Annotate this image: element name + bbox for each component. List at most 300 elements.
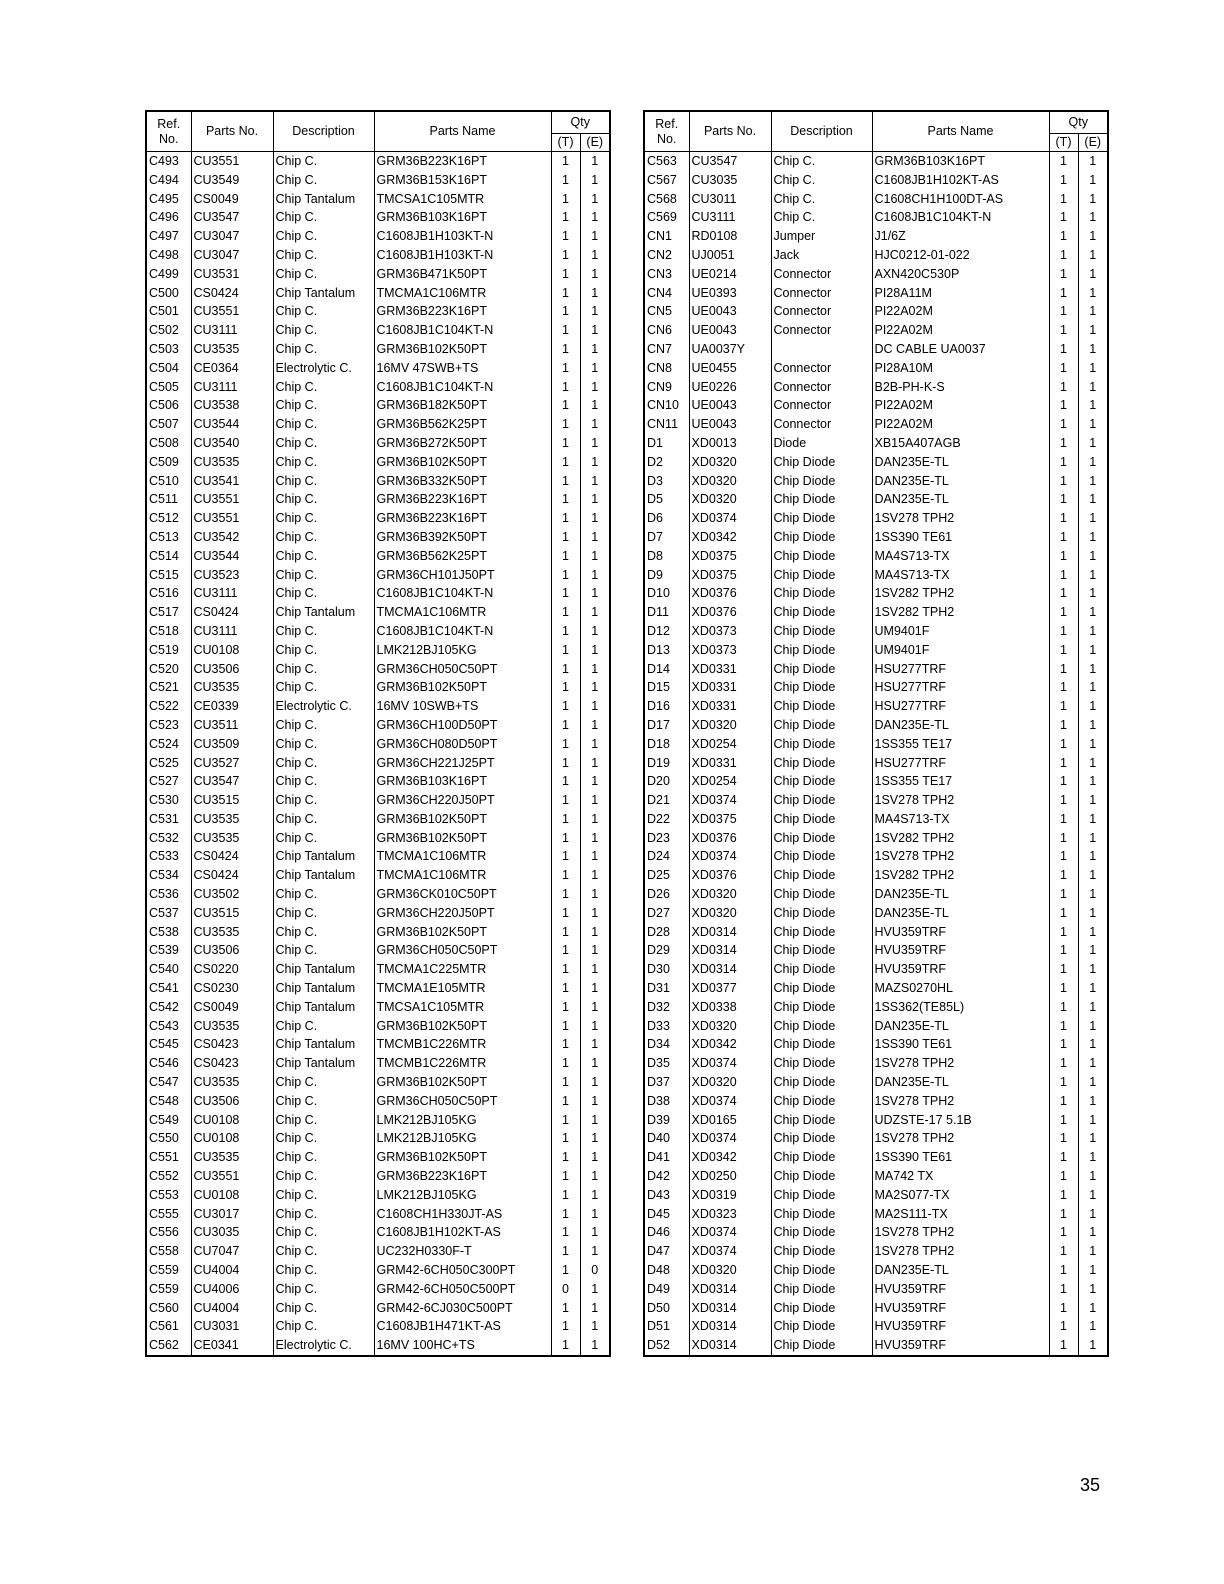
- parts-no-cell: XD0254: [689, 772, 771, 791]
- table-row: [146, 810, 610, 829]
- qty-t-cell: 1: [1049, 847, 1078, 866]
- ref-no-cell: C512: [146, 509, 191, 528]
- qty-t-cell: 1: [1049, 810, 1078, 829]
- ref-no-cell: D15: [644, 678, 689, 697]
- parts-name-cell: GRM36B102K50PT: [374, 810, 551, 829]
- parts-no-cell: XD0377: [689, 979, 771, 998]
- table-row: [644, 847, 1108, 866]
- ref-no-cell: C546: [146, 1054, 191, 1073]
- parts-no-cell: CU3547: [689, 152, 771, 171]
- description-cell: Chip C.: [273, 171, 374, 190]
- parts-name-cell: 1SV278 TPH2: [872, 509, 1049, 528]
- qty-t-cell: 1: [551, 1317, 580, 1336]
- ref-no-cell: D48: [644, 1261, 689, 1280]
- ref-no-cell: C549: [146, 1111, 191, 1130]
- description-cell: Chip Diode: [771, 1205, 872, 1224]
- description-cell: Chip Diode: [771, 528, 872, 547]
- table-row: [644, 566, 1108, 585]
- description-cell: Chip Diode: [771, 1017, 872, 1036]
- qty-e-cell: 1: [1078, 641, 1108, 660]
- ref-no-cell: CN8: [644, 359, 689, 378]
- table-row: [146, 904, 610, 923]
- qty-e-cell: 1: [1078, 1261, 1108, 1280]
- header-qty-e: (E): [580, 134, 610, 152]
- parts-no-cell: XD0342: [689, 1035, 771, 1054]
- qty-t-cell: 1: [1049, 1280, 1078, 1299]
- table-row: [644, 190, 1108, 209]
- qty-e-cell: 1: [580, 1129, 610, 1148]
- qty-t-cell: 1: [551, 1054, 580, 1073]
- parts-no-cell: UJ0051: [689, 246, 771, 265]
- qty-t-cell: 1: [1049, 1299, 1078, 1318]
- parts-no-cell: CU3111: [191, 584, 273, 603]
- table-row: [644, 1111, 1108, 1130]
- qty-t-cell: 1: [1049, 190, 1078, 209]
- description-cell: Chip Diode: [771, 735, 872, 754]
- qty-e-cell: 1: [1078, 1223, 1108, 1242]
- parts-no-cell: CU3506: [191, 941, 273, 960]
- qty-e-cell: 1: [580, 866, 610, 885]
- qty-e-cell: 1: [580, 641, 610, 660]
- qty-t-cell: 1: [1049, 152, 1078, 171]
- qty-t-cell: 1: [551, 829, 580, 848]
- parts-no-cell: CU3547: [191, 208, 273, 227]
- parts-no-cell: XD0320: [689, 904, 771, 923]
- qty-e-cell: 1: [1078, 1317, 1108, 1336]
- ref-no-cell: C530: [146, 791, 191, 810]
- qty-e-cell: 1: [580, 847, 610, 866]
- qty-t-cell: 1: [551, 359, 580, 378]
- qty-t-cell: 1: [1049, 660, 1078, 679]
- table-row: [146, 566, 610, 585]
- qty-t-cell: 1: [1049, 509, 1078, 528]
- qty-t-cell: 1: [551, 622, 580, 641]
- qty-e-cell: 1: [1078, 866, 1108, 885]
- description-cell: Chip Diode: [771, 960, 872, 979]
- qty-e-cell: 1: [1078, 453, 1108, 472]
- parts-name-cell: GRM36CH101J50PT: [374, 566, 551, 585]
- qty-e-cell: 1: [1078, 1167, 1108, 1186]
- parts-name-cell: 16MV 10SWB+TS: [374, 697, 551, 716]
- description-cell: Chip C.: [273, 152, 374, 171]
- parts-no-cell: CU3551: [191, 302, 273, 321]
- qty-t-cell: 1: [551, 641, 580, 660]
- header-ref: Ref. No.: [644, 111, 689, 152]
- qty-e-cell: 1: [1078, 678, 1108, 697]
- qty-e-cell: 1: [1078, 1129, 1108, 1148]
- table-row: [644, 754, 1108, 773]
- ref-no-cell: C550: [146, 1129, 191, 1148]
- parts-name-cell: LMK212BJ105KG: [374, 1129, 551, 1148]
- description-cell: Chip Diode: [771, 810, 872, 829]
- qty-e-cell: 1: [1078, 378, 1108, 397]
- parts-name-cell: DAN235E-TL: [872, 490, 1049, 509]
- ref-no-cell: C527: [146, 772, 191, 791]
- qty-e-cell: 1: [1078, 321, 1108, 340]
- parts-name-cell: HVU359TRF: [872, 1280, 1049, 1299]
- table-row: [644, 584, 1108, 603]
- ref-no-cell: C541: [146, 979, 191, 998]
- parts-name-cell: GRM36B182K50PT: [374, 396, 551, 415]
- ref-no-cell: C513: [146, 528, 191, 547]
- parts-name-cell: 1SV278 TPH2: [872, 1054, 1049, 1073]
- parts-no-cell: UE0043: [689, 321, 771, 340]
- table-row: [146, 227, 610, 246]
- table-row: [146, 472, 610, 491]
- parts-name-cell: MA742 TX: [872, 1167, 1049, 1186]
- parts-no-cell: XD0375: [689, 810, 771, 829]
- parts-name-cell: MA2S077-TX: [872, 1186, 1049, 1205]
- description-cell: Chip Diode: [771, 1111, 872, 1130]
- parts-no-cell: XD0374: [689, 847, 771, 866]
- description-cell: Chip Diode: [771, 1261, 872, 1280]
- qty-e-cell: 1: [1078, 490, 1108, 509]
- parts-no-cell: CU3111: [191, 622, 273, 641]
- qty-e-cell: 1: [1078, 1092, 1108, 1111]
- ref-no-cell: C518: [146, 622, 191, 641]
- qty-e-cell: 1: [580, 1336, 610, 1356]
- qty-t-cell: 1: [1049, 340, 1078, 359]
- parts-name-cell: GRM36CH080D50PT: [374, 735, 551, 754]
- ref-no-cell: D40: [644, 1129, 689, 1148]
- parts-no-cell: CU3047: [191, 246, 273, 265]
- ref-no-cell: C539: [146, 941, 191, 960]
- qty-e-cell: 1: [1078, 754, 1108, 773]
- parts-no-cell: XD0013: [689, 434, 771, 453]
- parts-name-cell: GRM36CH100D50PT: [374, 716, 551, 735]
- qty-t-cell: 1: [1049, 284, 1078, 303]
- qty-e-cell: 1: [580, 979, 610, 998]
- ref-no-cell: C495: [146, 190, 191, 209]
- parts-name-cell: GRM36B332K50PT: [374, 472, 551, 491]
- qty-t-cell: 1: [551, 1111, 580, 1130]
- parts-no-cell: CU3551: [191, 1167, 273, 1186]
- qty-t-cell: 1: [551, 584, 580, 603]
- description-cell: Chip Diode: [771, 697, 872, 716]
- qty-e-cell: 1: [580, 603, 610, 622]
- parts-name-cell: HVU359TRF: [872, 960, 1049, 979]
- qty-t-cell: 1: [551, 866, 580, 885]
- description-cell: Chip Tantalum: [273, 1035, 374, 1054]
- description-cell: Chip C.: [273, 885, 374, 904]
- qty-e-cell: 1: [1078, 190, 1108, 209]
- parts-name-cell: DAN235E-TL: [872, 1073, 1049, 1092]
- ref-no-cell: C516: [146, 584, 191, 603]
- description-cell: Chip C.: [273, 584, 374, 603]
- parts-name-cell: MA2S111-TX: [872, 1205, 1049, 1224]
- ref-no-cell: D47: [644, 1242, 689, 1261]
- qty-e-cell: 1: [580, 490, 610, 509]
- parts-name-cell: HVU359TRF: [872, 1336, 1049, 1356]
- qty-t-cell: 1: [1049, 246, 1078, 265]
- description-cell: Chip Tantalum: [273, 603, 374, 622]
- parts-name-cell: UC232H0330F-T: [374, 1242, 551, 1261]
- parts-no-cell: UE0214: [689, 265, 771, 284]
- description-cell: Chip Tantalum: [273, 998, 374, 1017]
- qty-e-cell: 1: [580, 227, 610, 246]
- table-row: [644, 490, 1108, 509]
- ref-no-cell: CN6: [644, 321, 689, 340]
- qty-e-cell: 1: [580, 171, 610, 190]
- qty-t-cell: 1: [1049, 641, 1078, 660]
- table-row: [644, 697, 1108, 716]
- description-cell: Chip Diode: [771, 1129, 872, 1148]
- parts-name-cell: PI28A11M: [872, 284, 1049, 303]
- table-row: [644, 528, 1108, 547]
- qty-e-cell: 1: [580, 829, 610, 848]
- description-cell: Chip Diode: [771, 622, 872, 641]
- description-cell: Chip C.: [273, 660, 374, 679]
- description-cell: Chip C.: [273, 246, 374, 265]
- qty-e-cell: 1: [580, 396, 610, 415]
- parts-name-cell: GRM36B102K50PT: [374, 340, 551, 359]
- table-row: [146, 603, 610, 622]
- table-row: [146, 772, 610, 791]
- parts-name-cell: DC CABLE UA0037: [872, 340, 1049, 359]
- qty-e-cell: 1: [580, 1205, 610, 1224]
- parts-no-cell: CS0230: [191, 979, 273, 998]
- description-cell: Chip Diode: [771, 453, 872, 472]
- table-row: [644, 227, 1108, 246]
- table-row: [146, 735, 610, 754]
- table-row: [644, 772, 1108, 791]
- parts-name-cell: TMCMB1C226MTR: [374, 1054, 551, 1073]
- description-cell: Chip C.: [771, 208, 872, 227]
- qty-e-cell: 1: [580, 284, 610, 303]
- description-cell: Chip C.: [273, 1242, 374, 1261]
- qty-t-cell: 1: [1049, 735, 1078, 754]
- qty-e-cell: 1: [580, 302, 610, 321]
- qty-e-cell: 1: [1078, 998, 1108, 1017]
- qty-e-cell: 1: [580, 265, 610, 284]
- table-row: [146, 1317, 610, 1336]
- qty-t-cell: 1: [1049, 979, 1078, 998]
- qty-t-cell: 1: [551, 979, 580, 998]
- parts-no-cell: XD0314: [689, 1299, 771, 1318]
- parts-no-cell: CS0424: [191, 847, 273, 866]
- description-cell: Chip C.: [273, 1167, 374, 1186]
- header-qty-t: (T): [1049, 134, 1078, 152]
- description-cell: Connector: [771, 284, 872, 303]
- parts-no-cell: CU3515: [191, 904, 273, 923]
- description-cell: Chip Diode: [771, 660, 872, 679]
- parts-no-cell: CU3541: [191, 472, 273, 491]
- description-cell: Chip C.: [771, 171, 872, 190]
- description-cell: Chip C.: [273, 904, 374, 923]
- ref-no-cell: CN1: [644, 227, 689, 246]
- qty-e-cell: 1: [580, 941, 610, 960]
- qty-t-cell: 0: [551, 1280, 580, 1299]
- parts-no-cell: CU3535: [191, 829, 273, 848]
- ref-no-cell: D22: [644, 810, 689, 829]
- ref-no-cell: D51: [644, 1317, 689, 1336]
- qty-t-cell: 1: [551, 960, 580, 979]
- parts-name-cell: GRM36B102K50PT: [374, 453, 551, 472]
- qty-e-cell: 1: [580, 1186, 610, 1205]
- description-cell: Chip C.: [273, 641, 374, 660]
- description-cell: Electrolytic C.: [273, 1336, 374, 1356]
- qty-e-cell: 1: [580, 190, 610, 209]
- qty-t-cell: 1: [551, 678, 580, 697]
- parts-no-cell: CU3535: [191, 810, 273, 829]
- description-cell: Chip C.: [273, 547, 374, 566]
- qty-t-cell: 1: [1049, 302, 1078, 321]
- qty-t-cell: 1: [1049, 1148, 1078, 1167]
- ref-no-cell: C503: [146, 340, 191, 359]
- parts-no-cell: CU3542: [191, 528, 273, 547]
- qty-e-cell: 1: [1078, 1205, 1108, 1224]
- ref-no-cell: D26: [644, 885, 689, 904]
- parts-no-cell: CS0424: [191, 603, 273, 622]
- qty-t-cell: 1: [1049, 772, 1078, 791]
- parts-no-cell: XD0374: [689, 1054, 771, 1073]
- parts-no-cell: XD0314: [689, 923, 771, 942]
- qty-e-cell: 1: [580, 885, 610, 904]
- ref-no-cell: D13: [644, 641, 689, 660]
- qty-t-cell: 1: [1049, 490, 1078, 509]
- description-cell: Chip C.: [273, 1111, 374, 1130]
- ref-no-cell: D19: [644, 754, 689, 773]
- parts-no-cell: CU3535: [191, 1073, 273, 1092]
- qty-t-cell: 1: [1049, 1261, 1078, 1280]
- qty-e-cell: 1: [580, 453, 610, 472]
- description-cell: Chip C.: [273, 340, 374, 359]
- ref-no-cell: CN11: [644, 415, 689, 434]
- qty-e-cell: 1: [580, 359, 610, 378]
- description-cell: Chip C.: [273, 434, 374, 453]
- qty-t-cell: 1: [1049, 208, 1078, 227]
- table-row: [644, 415, 1108, 434]
- description-cell: Chip C.: [273, 1280, 374, 1299]
- qty-e-cell: 1: [1078, 340, 1108, 359]
- qty-e-cell: 1: [580, 509, 610, 528]
- ref-no-cell: D31: [644, 979, 689, 998]
- parts-no-cell: CS0423: [191, 1054, 273, 1073]
- parts-name-cell: B2B-PH-K-S: [872, 378, 1049, 397]
- qty-t-cell: 1: [1049, 584, 1078, 603]
- ref-no-cell: C532: [146, 829, 191, 848]
- table-row: [146, 584, 610, 603]
- description-cell: Chip C.: [273, 528, 374, 547]
- description-cell: Chip Diode: [771, 1280, 872, 1299]
- parts-no-cell: CU3031: [191, 1317, 273, 1336]
- header-parts-no: Parts No.: [689, 111, 771, 152]
- parts-name-cell: TMCMA1C106MTR: [374, 847, 551, 866]
- parts-no-cell: XD0373: [689, 641, 771, 660]
- qty-t-cell: 1: [551, 472, 580, 491]
- parts-name-cell: HVU359TRF: [872, 1317, 1049, 1336]
- table-row: [146, 866, 610, 885]
- parts-no-cell: CU3535: [191, 340, 273, 359]
- qty-t-cell: 1: [551, 378, 580, 397]
- parts-name-cell: TMCSA1C105MTR: [374, 998, 551, 1017]
- table-row: [146, 1299, 610, 1318]
- qty-e-cell: 1: [580, 340, 610, 359]
- parts-no-cell: CS0424: [191, 284, 273, 303]
- parts-no-cell: XD0314: [689, 1317, 771, 1336]
- qty-t-cell: 1: [1049, 1317, 1078, 1336]
- table-row: [146, 1167, 610, 1186]
- parts-name-cell: GRM36B562K25PT: [374, 415, 551, 434]
- qty-t-cell: 1: [1049, 941, 1078, 960]
- qty-t-cell: 1: [1049, 904, 1078, 923]
- qty-e-cell: 1: [580, 208, 610, 227]
- qty-t-cell: 1: [551, 566, 580, 585]
- ref-no-cell: C523: [146, 716, 191, 735]
- parts-name-cell: C1608JB1C104KT-N: [872, 208, 1049, 227]
- parts-no-cell: CS0220: [191, 960, 273, 979]
- parts-name-cell: TMCSA1C105MTR: [374, 190, 551, 209]
- ref-no-cell: C559: [146, 1280, 191, 1299]
- description-cell: Chip Diode: [771, 754, 872, 773]
- parts-name-cell: C1608JB1H471KT-AS: [374, 1317, 551, 1336]
- qty-e-cell: 1: [580, 1017, 610, 1036]
- qty-e-cell: 1: [580, 528, 610, 547]
- parts-name-cell: GRM36CH050C50PT: [374, 1092, 551, 1111]
- parts-no-cell: CU3544: [191, 415, 273, 434]
- table-row: [146, 1111, 610, 1130]
- ref-no-cell: D5: [644, 490, 689, 509]
- table-row: [146, 1148, 610, 1167]
- parts-name-cell: DAN235E-TL: [872, 885, 1049, 904]
- description-cell: Chip C.: [273, 678, 374, 697]
- qty-e-cell: 1: [580, 904, 610, 923]
- ref-no-cell: D43: [644, 1186, 689, 1205]
- ref-no-cell: C537: [146, 904, 191, 923]
- qty-e-cell: 1: [1078, 1148, 1108, 1167]
- parts-no-cell: CS0423: [191, 1035, 273, 1054]
- parts-no-cell: XD0331: [689, 754, 771, 773]
- ref-no-cell: C507: [146, 415, 191, 434]
- ref-no-cell: C531: [146, 810, 191, 829]
- qty-e-cell: 1: [580, 1148, 610, 1167]
- qty-e-cell: 1: [580, 566, 610, 585]
- qty-t-cell: 1: [1049, 1092, 1078, 1111]
- qty-e-cell: 1: [580, 1299, 610, 1318]
- parts-name-cell: PI28A10M: [872, 359, 1049, 378]
- ref-no-cell: D10: [644, 584, 689, 603]
- table-row: [146, 246, 610, 265]
- description-cell: Chip Diode: [771, 1186, 872, 1205]
- ref-no-cell: D16: [644, 697, 689, 716]
- table-row: [644, 1336, 1108, 1356]
- parts-no-cell: XD0314: [689, 1336, 771, 1356]
- table-row: [146, 923, 610, 942]
- table-row: [644, 1035, 1108, 1054]
- qty-t-cell: 1: [1049, 716, 1078, 735]
- table-row: [146, 1129, 610, 1148]
- parts-no-cell: CU0108: [191, 1111, 273, 1130]
- parts-name-cell: GRM36B153K16PT: [374, 171, 551, 190]
- ref-no-cell: C540: [146, 960, 191, 979]
- parts-no-cell: UE0043: [689, 396, 771, 415]
- ref-no-cell: D21: [644, 791, 689, 810]
- parts-name-cell: GRM36B562K25PT: [374, 547, 551, 566]
- parts-name-cell: C1608CH1H330JT-AS: [374, 1205, 551, 1224]
- description-cell: Chip C.: [273, 1073, 374, 1092]
- parts-name-cell: TMCMA1C106MTR: [374, 866, 551, 885]
- table-row: [146, 547, 610, 566]
- qty-e-cell: 1: [1078, 960, 1108, 979]
- ref-no-cell: CN3: [644, 265, 689, 284]
- qty-e-cell: 1: [1078, 1035, 1108, 1054]
- description-cell: Chip C.: [273, 1017, 374, 1036]
- parts-no-cell: XD0319: [689, 1186, 771, 1205]
- table-row: [644, 396, 1108, 415]
- ref-no-cell: CN2: [644, 246, 689, 265]
- description-cell: Chip Diode: [771, 716, 872, 735]
- parts-no-cell: CU3502: [191, 885, 273, 904]
